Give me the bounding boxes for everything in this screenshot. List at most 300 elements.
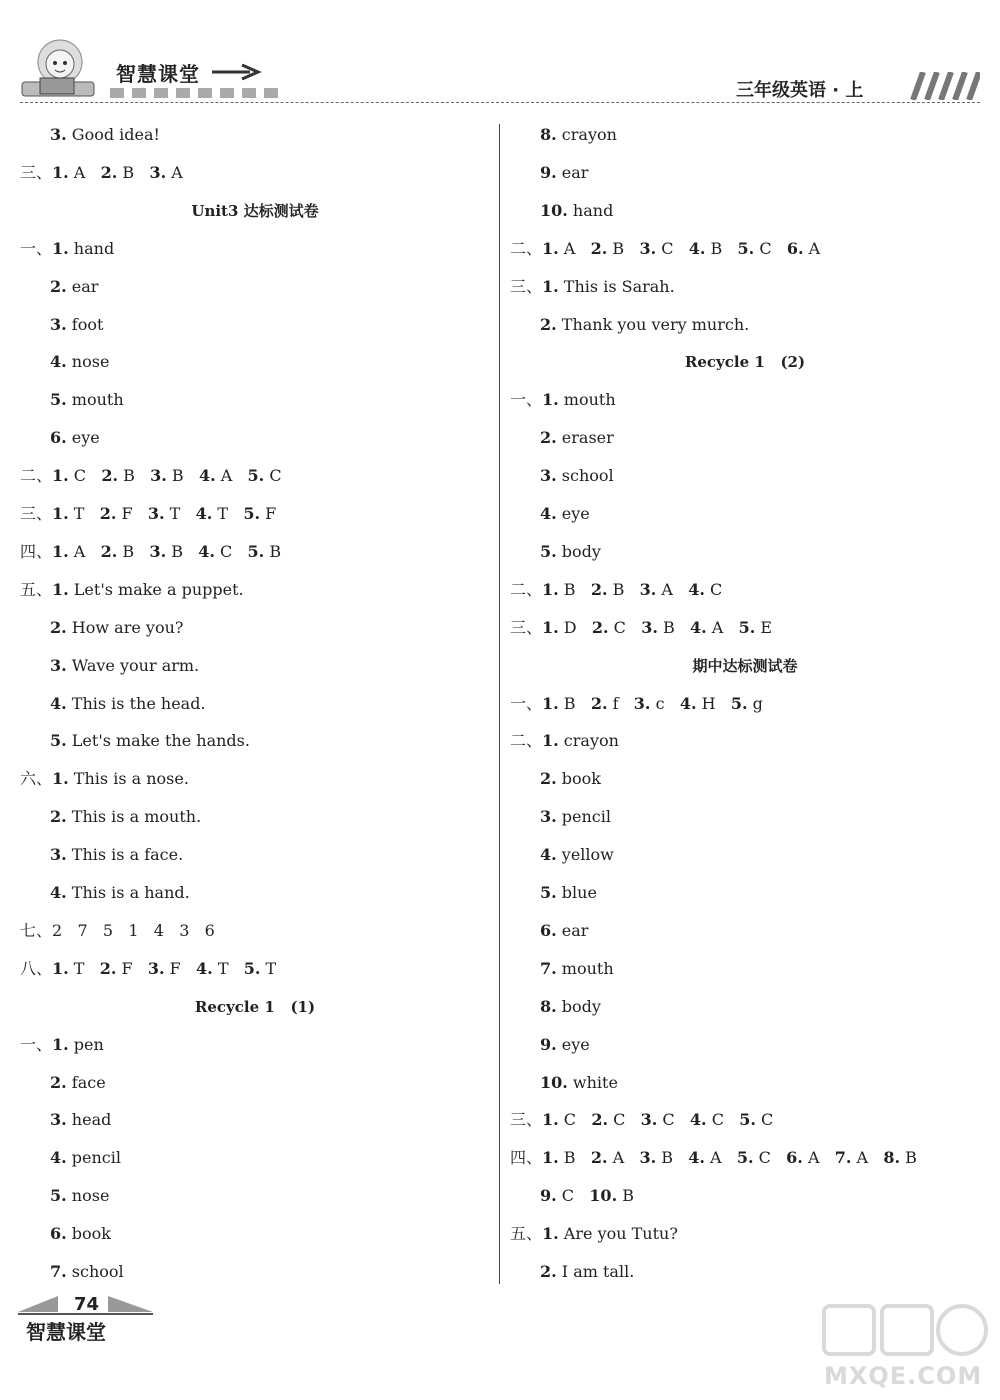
answer-text: pencil <box>66 1148 121 1168</box>
answer-text: B <box>166 541 199 561</box>
answer-text: A <box>802 1148 835 1168</box>
answer-line <box>20 163 183 183</box>
answer-line <box>540 466 614 486</box>
watermark-logo-icon <box>820 1300 990 1362</box>
answer-text: mouth <box>556 958 614 978</box>
answer-text: C <box>754 238 787 258</box>
answer-line <box>50 845 183 865</box>
answer-text: B <box>607 579 640 599</box>
item-number: 3. <box>149 541 167 561</box>
item-number: 4. <box>540 504 557 523</box>
answer-line <box>50 656 199 676</box>
answer-line <box>510 1110 773 1130</box>
answer-line <box>540 845 614 865</box>
answer-text: body <box>556 996 601 1016</box>
question-prefix: 一、 <box>510 693 543 713</box>
item-number: 1. <box>542 1148 559 1168</box>
answer-text: A <box>68 162 101 182</box>
question-prefix: 二、 <box>510 731 543 751</box>
section-title-text: Unit3 达标测试卷 <box>191 201 319 220</box>
answer-line <box>540 428 614 448</box>
question-prefix: 三、 <box>510 276 543 296</box>
item-number: 10. <box>589 1186 618 1206</box>
answer-line <box>50 883 190 903</box>
answer-line <box>540 542 601 562</box>
answer-line <box>20 504 276 524</box>
item-number: 5. <box>737 238 755 258</box>
answer-text: Are you Tutu? <box>558 1224 678 1244</box>
answer-text: A <box>607 1148 640 1168</box>
answer-text: I am tall. <box>556 1262 635 1281</box>
item-number: 2. <box>50 1072 67 1092</box>
answer-text: H <box>696 693 731 713</box>
question-prefix: 七、 <box>20 920 53 940</box>
answer-text: This is a hand. <box>66 883 190 902</box>
page-number: 74 <box>74 1294 100 1315</box>
answer-text: mouth <box>558 390 616 410</box>
item-number: 5. <box>738 617 756 637</box>
answer-text: C <box>608 1110 641 1130</box>
answer-line <box>540 125 617 145</box>
item-number: 1. <box>52 541 69 561</box>
answer-text: B <box>558 693 591 713</box>
item-number: 4. <box>196 958 213 978</box>
answer-line <box>50 1073 106 1093</box>
question-prefix: 五、 <box>510 1224 543 1244</box>
section-title <box>692 656 797 676</box>
answer-text: eye <box>556 504 590 523</box>
question-prefix: 二、 <box>20 466 53 486</box>
answer-text: F <box>116 504 148 523</box>
item-number: 6. <box>786 238 804 258</box>
item-number: 2. <box>99 504 117 523</box>
answer-line <box>50 618 183 638</box>
answer-text: Thank you very murch. <box>556 314 750 334</box>
answer-text: school <box>66 1262 124 1281</box>
answer-text: C <box>608 617 642 637</box>
answer-text: hand <box>68 238 115 258</box>
answer-line <box>540 769 601 789</box>
answer-line <box>50 390 124 410</box>
answer-text: This is a mouth. <box>66 807 202 827</box>
item-number: 2. <box>590 1148 608 1168</box>
item-number: 4. <box>540 845 557 865</box>
footer-brand: 智慧课堂 <box>26 1320 106 1344</box>
answer-text: g <box>747 693 763 713</box>
item-number: 5. <box>739 1110 756 1130</box>
column-divider <box>499 124 500 1284</box>
answer-text: foot <box>66 314 104 334</box>
item-number: 2. <box>50 276 67 296</box>
item-number: 3. <box>639 579 657 599</box>
item-number: 4. <box>688 238 706 258</box>
item-number: 4. <box>688 579 705 599</box>
item-number: 3. <box>150 466 167 486</box>
question-prefix: 一、 <box>20 238 53 258</box>
answer-text: C <box>755 1110 774 1130</box>
answer-line <box>540 921 588 941</box>
item-number: 3. <box>540 807 557 827</box>
answer-text: f <box>607 693 634 713</box>
answer-line <box>20 769 189 789</box>
item-number: 5. <box>540 541 557 561</box>
answer-text: eye <box>66 428 100 448</box>
answer-text: A <box>558 238 591 258</box>
item-number: 4. <box>195 504 213 523</box>
item-number: 2. <box>99 958 117 978</box>
answer-text: B <box>166 466 199 486</box>
answer-text: B <box>117 541 150 561</box>
answer-text: T <box>68 958 100 978</box>
answer-line <box>20 466 282 486</box>
answer-text: C <box>214 541 248 561</box>
answer-text: A <box>803 238 821 258</box>
item-number: 4. <box>198 541 215 561</box>
answer-text: E <box>755 617 773 637</box>
answer-text: c <box>650 693 680 713</box>
question-prefix: 二、 <box>510 238 543 258</box>
answer-line <box>540 883 597 903</box>
answer-line <box>540 504 590 524</box>
answer-line <box>50 315 103 335</box>
item-number: 4. <box>50 352 67 372</box>
item-number: 1. <box>52 466 69 486</box>
item-number: 8. <box>540 125 557 144</box>
item-number: 1. <box>542 1224 559 1244</box>
answer-text: white <box>567 1072 618 1092</box>
item-number: 7. <box>834 1148 852 1168</box>
answer-line <box>540 807 611 827</box>
item-number: 4. <box>689 1110 707 1130</box>
item-number: 3. <box>50 1110 67 1130</box>
answer-text: A <box>706 617 739 637</box>
watermark-url: MXQE.COM <box>824 1362 983 1390</box>
item-number: 5. <box>243 958 261 978</box>
answer-text: eraser <box>556 428 614 448</box>
answer-line <box>510 277 675 297</box>
answer-text: Good idea! <box>66 125 160 144</box>
answer-line <box>510 1224 678 1244</box>
item-number: 5. <box>50 390 67 410</box>
item-number: 1. <box>542 238 559 258</box>
answer-text: T <box>68 504 100 523</box>
item-number: 6. <box>50 428 67 448</box>
item-number: 9. <box>540 162 557 182</box>
header-brand: 智慧课堂 <box>116 62 200 86</box>
item-number: 3. <box>540 466 557 486</box>
subject-title: 三年级英语 · 上 <box>736 80 864 101</box>
answer-text: B <box>117 162 150 182</box>
answer-text: ear <box>556 920 589 940</box>
answer-line <box>540 1262 634 1282</box>
answer-text: head <box>66 1110 112 1130</box>
answer-text: mouth <box>66 390 124 410</box>
item-number: 3. <box>50 845 67 865</box>
question-prefix: 四、 <box>20 541 53 561</box>
answer-text: B <box>607 238 640 258</box>
question-prefix: 五、 <box>20 579 53 599</box>
item-number: 3. <box>50 655 67 675</box>
answer-line <box>50 277 98 297</box>
answer-text: T <box>164 504 196 523</box>
section-title <box>685 352 805 372</box>
answer-line <box>540 163 588 183</box>
answer-line <box>20 959 276 979</box>
item-number: 4. <box>198 466 216 486</box>
answer-text: D <box>558 617 592 637</box>
item-number: 2. <box>590 579 608 599</box>
item-number: 2. <box>590 693 608 713</box>
answer-text: eye <box>556 1034 590 1054</box>
answer-text: nose <box>66 352 110 372</box>
answer-line <box>510 580 722 600</box>
item-number: 2. <box>100 541 118 561</box>
answer-line <box>50 1186 109 1206</box>
item-number: 3. <box>147 958 165 978</box>
item-number: 4. <box>50 1148 67 1168</box>
item-number: 3. <box>639 238 657 258</box>
item-number: 2. <box>591 1110 609 1130</box>
item-number: 2. <box>590 238 608 258</box>
item-number: 5. <box>50 731 67 751</box>
item-number: 6. <box>786 1148 803 1168</box>
item-number: 5. <box>247 466 265 486</box>
question-prefix: 三、 <box>20 162 53 182</box>
section-title <box>191 201 318 221</box>
answer-text: hand <box>567 200 614 220</box>
item-number: 3. <box>147 504 165 523</box>
answer-line <box>540 997 601 1017</box>
item-number: 6. <box>540 920 557 940</box>
item-number: 1. <box>542 276 559 296</box>
answer-line <box>540 315 749 335</box>
answer-text: A <box>215 466 248 486</box>
item-number: 1. <box>52 958 69 978</box>
item-number: 3. <box>149 162 167 182</box>
item-number: 1. <box>542 1110 559 1130</box>
item-number: 1. <box>542 731 559 751</box>
answer-line <box>50 694 206 714</box>
item-number: 2. <box>540 428 557 448</box>
answer-text: body <box>556 541 601 561</box>
item-number: 4. <box>679 693 697 713</box>
question-prefix: 三、 <box>510 1110 543 1130</box>
section-title <box>195 997 315 1017</box>
answer-line <box>540 1035 590 1055</box>
page-header <box>0 0 1000 112</box>
answer-text: B <box>558 1148 591 1168</box>
answer-text: nose <box>66 1186 110 1206</box>
page-number-badge <box>18 1290 158 1318</box>
answer-text: 2 7 5 1 4 3 6 <box>52 920 215 940</box>
item-number: 5. <box>50 1186 67 1206</box>
answer-line <box>50 428 100 448</box>
item-number: 3. <box>633 693 651 713</box>
answer-text: school <box>556 466 614 486</box>
answer-text: B <box>617 1186 634 1206</box>
item-number: 5. <box>540 883 557 902</box>
answer-line <box>20 580 244 600</box>
question-prefix: 一、 <box>510 390 543 410</box>
answer-line <box>50 1224 111 1244</box>
watermark <box>820 1300 990 1396</box>
item-number: 4. <box>690 617 707 637</box>
answer-text: Wave your arm. <box>66 655 200 675</box>
arrow-icon <box>212 62 262 82</box>
answer-text: C <box>753 1148 787 1168</box>
item-number: 3. <box>50 314 67 334</box>
answer-text: C <box>558 1110 592 1130</box>
item-number: 1. <box>52 1034 69 1054</box>
answer-line <box>50 731 250 751</box>
answer-line <box>50 1148 121 1168</box>
answer-text: T <box>260 958 277 978</box>
answer-text: This is a nose. <box>68 769 189 789</box>
answer-line <box>540 959 614 979</box>
item-number: 3. <box>639 1148 657 1168</box>
answer-line <box>20 921 215 941</box>
answer-line <box>50 125 160 145</box>
answer-text: A <box>704 1148 737 1168</box>
item-number: 5. <box>730 693 748 713</box>
answer-text: face <box>66 1072 106 1092</box>
item-number: 1. <box>542 617 559 637</box>
section-title-text: Recycle 1 (1) <box>194 997 316 1016</box>
answer-text: This is a face. <box>66 845 184 865</box>
item-number: 1. <box>542 579 559 599</box>
header-blocks <box>110 88 278 98</box>
item-number: 10. <box>540 1072 568 1092</box>
answer-text: Let's make the hands. <box>66 731 250 751</box>
answer-line <box>510 1148 917 1168</box>
item-number: 6. <box>50 1224 67 1244</box>
item-number: 1. <box>52 579 69 599</box>
answer-line <box>540 201 613 221</box>
item-number: 5. <box>247 541 265 561</box>
answer-text: T <box>212 504 244 523</box>
answer-line <box>20 1035 104 1055</box>
item-number: 3. <box>50 125 67 144</box>
answer-text: C <box>656 238 689 258</box>
answer-text: C <box>706 1110 740 1130</box>
item-number: 2. <box>50 807 67 827</box>
item-number: 4. <box>50 883 67 902</box>
answer-text: C <box>264 466 282 486</box>
answer-text: This is the head. <box>66 693 206 713</box>
answer-line <box>540 1186 634 1206</box>
question-prefix: 三、 <box>20 504 53 523</box>
item-number: 4. <box>688 1148 705 1168</box>
answer-line <box>510 618 772 638</box>
answer-text: C <box>704 579 723 599</box>
answer-text: book <box>66 1224 111 1244</box>
answer-line <box>20 542 281 562</box>
answer-text: A <box>656 579 689 599</box>
question-prefix: 八、 <box>20 958 53 978</box>
answer-text: Let's make a puppet. <box>68 579 244 599</box>
item-number: 2. <box>101 466 119 486</box>
header-rule <box>20 102 980 103</box>
item-number: 7. <box>50 1262 67 1281</box>
item-number: 4. <box>50 693 67 713</box>
answer-line <box>50 352 109 372</box>
answer-line <box>50 1110 111 1130</box>
answer-text: ear <box>556 162 589 182</box>
question-prefix: 四、 <box>510 1148 543 1168</box>
item-number: 2. <box>540 314 557 334</box>
answer-text: A <box>68 541 101 561</box>
answer-text: pen <box>68 1034 104 1054</box>
item-number: 9. <box>540 1186 557 1206</box>
answer-text: This is Sarah. <box>558 276 675 296</box>
answer-text: ear <box>66 276 99 296</box>
answer-text: B <box>656 1148 689 1168</box>
answer-text: B <box>118 466 151 486</box>
answer-line <box>540 1073 618 1093</box>
item-number: 1. <box>52 238 69 258</box>
item-number: 8. <box>883 1148 901 1168</box>
item-number: 9. <box>540 1034 557 1054</box>
answer-text: C <box>556 1186 590 1206</box>
item-number: 1. <box>52 162 69 182</box>
answer-text: B <box>657 617 690 637</box>
answer-text: A <box>166 162 183 182</box>
item-number: 5. <box>736 1148 754 1168</box>
section-title-text: 期中达标测试卷 <box>692 656 798 675</box>
item-number: 8. <box>540 996 557 1016</box>
answer-text: B <box>900 1148 917 1168</box>
answer-text: F <box>116 958 148 978</box>
section-title-text: Recycle 1 (2) <box>684 353 806 372</box>
item-number: 2. <box>540 1262 557 1281</box>
question-prefix: 六、 <box>20 769 53 789</box>
answer-text: F <box>260 504 277 523</box>
answer-text: crayon <box>556 125 617 144</box>
answer-text: T <box>212 958 244 978</box>
mascot-logo-icon <box>18 38 98 102</box>
answer-line <box>20 239 114 259</box>
item-number: 10. <box>540 200 568 220</box>
answer-text: C <box>657 1110 690 1130</box>
stripes-decoration-icon <box>905 72 980 100</box>
item-number: 1. <box>52 504 69 523</box>
item-number: 1. <box>52 769 69 789</box>
item-number: 3. <box>641 617 658 637</box>
answer-line <box>510 390 616 410</box>
answer-line <box>510 694 763 714</box>
question-prefix: 二、 <box>510 579 543 599</box>
answer-text: blue <box>556 883 597 902</box>
item-number: 1. <box>542 693 559 713</box>
answer-text: yellow <box>556 845 614 865</box>
answer-text: How are you? <box>66 617 184 637</box>
item-number: 3. <box>640 1110 658 1130</box>
item-number: 2. <box>50 617 67 637</box>
item-number: 5. <box>243 504 261 523</box>
answer-text: F <box>164 958 197 978</box>
answer-text: B <box>558 579 591 599</box>
answer-text: B <box>705 238 738 258</box>
item-number: 2. <box>100 162 118 182</box>
answer-text: C <box>68 466 102 486</box>
answer-text: pencil <box>556 807 611 827</box>
answer-line <box>50 807 201 827</box>
question-prefix: 一、 <box>20 1034 53 1054</box>
item-number: 1. <box>542 390 559 410</box>
item-number: 2. <box>591 617 609 637</box>
question-prefix: 三、 <box>510 617 543 637</box>
answer-line <box>510 239 820 259</box>
